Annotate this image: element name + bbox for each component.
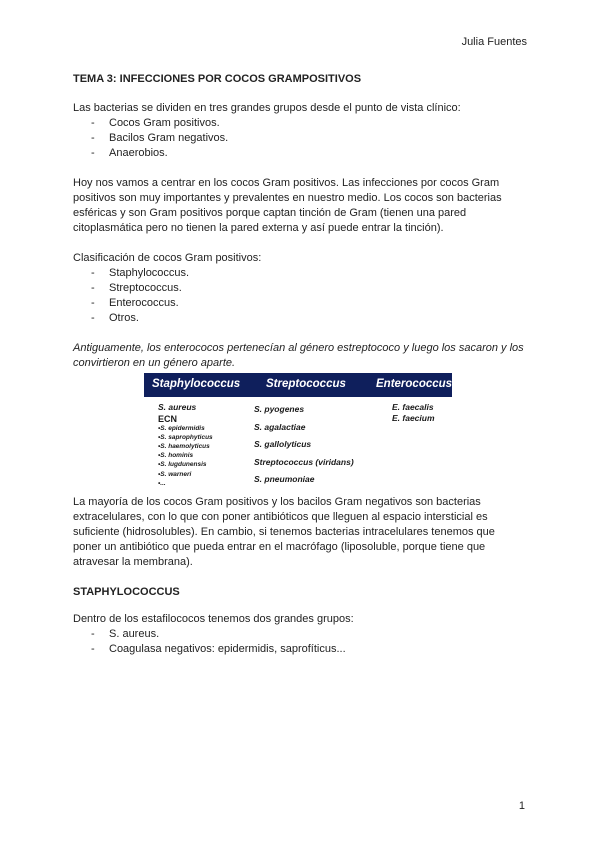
intro-text: Las bacterias se dividen en tres grandes grupos desde el punto de vista clínico: [73,102,461,114]
list-item: - Enterococcus. [73,296,533,311]
header-streptococcus: Streptococcus [266,378,346,390]
ecn-species: •S. warneri [158,470,192,478]
ecn-species: •S. lugdunensis [158,461,207,469]
species-item: E. faecium [392,413,435,423]
document-body [73,72,533,657]
ecn-species: •S. hominis [158,452,194,460]
species-item: S. agalactiae [254,421,306,432]
paragraph-gram-positive [73,176,533,236]
classification-list [73,266,533,326]
section-text: Dentro de los estafilococos tenemos dos grandes grupos: [73,613,354,625]
paragraph-line: extracelulares, con lo que con poner antibióticos que lleguen al espacio intersticial es [73,511,488,523]
paragraph-line: La mayoría de los cocos Gram positivos y los bacilos Gram negativos son bacterias [73,496,481,508]
list-item: - Coagulasa negativos: epidermidis, saprofíticus... [73,642,533,657]
paragraph-line: suficiente (hidrosolubles). En cambio, si tenemos bacterias intracelulares tenemos que [73,526,495,538]
ecn-species: •S. epidermidis [158,424,205,432]
figure-header-bar [144,373,452,397]
author-name: Julia Fuentes [461,36,527,48]
list-item: - Anaerobios. [73,146,533,161]
list-item: - Otros. [73,311,533,326]
figure-container [73,373,533,495]
ecn-label: ECN [158,413,178,424]
list-item: - Bacilos Gram negativos. [73,131,533,146]
paragraph-line: esféricas y son Gram positivos porque captan tinción de Gram (tienen una pared [73,207,467,219]
classification-figure [144,373,452,493]
paragraph-antibiotics [73,495,533,570]
classification-text: Clasificación de cocos Gram positivos: [73,252,262,264]
header-enterococcus: Enterococcus [376,378,453,390]
list-item: - S. aureus. [73,627,533,642]
ecn-species: •S. haemolyticus [158,442,210,450]
section-title: STAPHYLOCOCCUS [73,586,180,598]
paragraph-line: positivos son muy importantes y prevalentes en nuestro medio. Los cocos son bacterias [73,192,502,204]
paragraph-line: Hoy nos vamos a centrar en los cocos Gram positivos. Las infecciones por cocos Gram [73,177,500,189]
species-item: S. pneumoniae [254,474,315,484]
note-line: convirtieron en un género aparte. [73,357,236,369]
page-number: 1 [518,800,525,812]
list-item: - Cocos Gram positivos. [73,116,533,131]
streptococcus-column [254,401,354,489]
species-item: S. gallolyticus [254,439,312,449]
staphylococcus-column [158,402,213,488]
paragraph-line: atravesar la membrana). [73,556,193,568]
species-item: Streptococcus (viridans) [254,456,354,467]
species-s-aureus: S. aureus [158,402,197,412]
note-line: Antiguamente, los enterococos pertenecían al género estreptococo y luego los sacaron y los [73,342,524,354]
staphylococcus-groups-list [73,627,533,657]
document-title: TEMA 3: INFECCIONES POR COCOS GRAMPOSITIVOS [73,73,362,85]
paragraph-line: poner un antibiótico que pueda entrar en el macrófago (liposoluble, porque tiene que [73,541,486,553]
header-staphylococcus: Staphylococcus [152,378,241,390]
ecn-species: •... [158,479,166,487]
enterococcus-column [392,402,435,424]
bacteria-groups-list [73,116,533,161]
list-item: - Streptococcus. [73,281,533,296]
list-item: - Staphylococcus. [73,266,533,281]
paragraph-line: citoplasmática pero no tienen la pared externa y así puede entrar la tinción). [73,222,444,234]
ecn-species: •S. saprophyticus [158,433,213,441]
species-item: E. faecalis [392,402,434,412]
historical-note [73,341,533,371]
species-item: S. pyogenes [254,404,305,414]
